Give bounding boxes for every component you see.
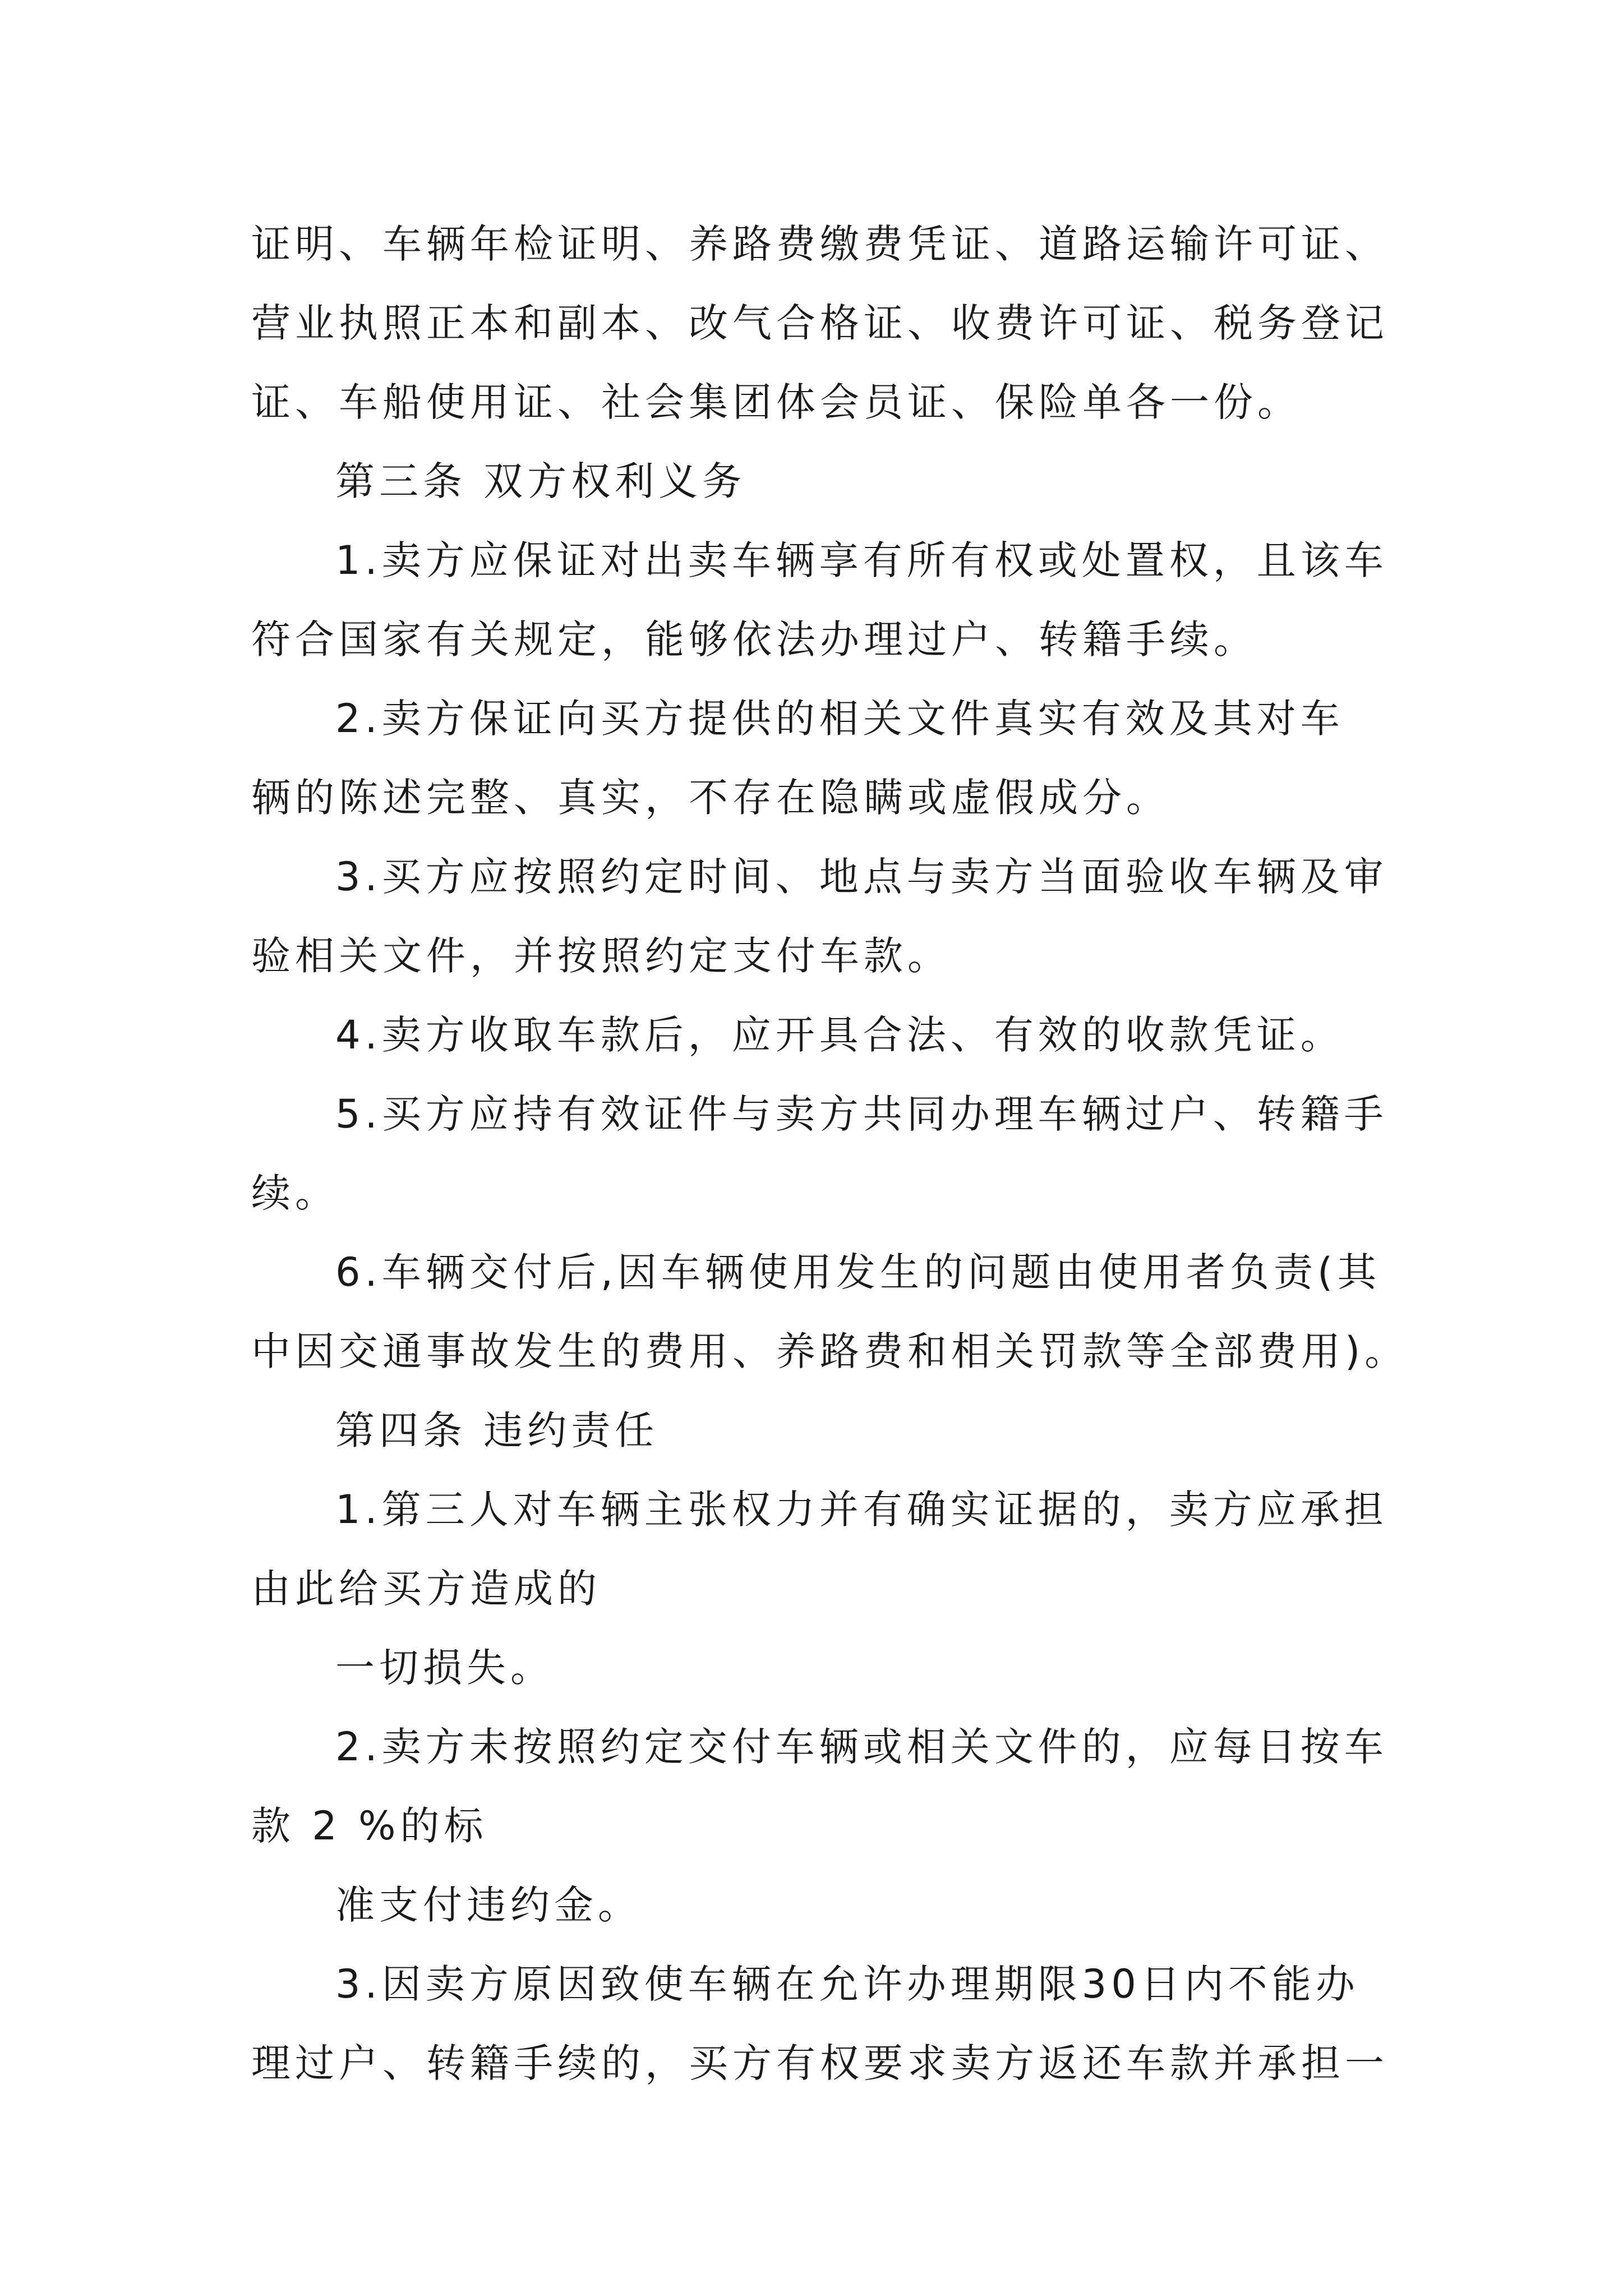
text-line: 3.因卖方原因致使车辆在允许办理期限30日内不能办: [335, 1961, 1359, 2007]
text-line: 2.卖方未按照约定交付车辆或相关文件的，应每日按车: [335, 1724, 1388, 1770]
text-line: 4.卖方收取车款后，应开具合法、有效的收款凭证。: [335, 1012, 1344, 1058]
text-line: 3.买方应按照约定时间、地点与卖方当面验收车辆及审: [335, 854, 1388, 900]
text-line: 验相关文件，并按照约定支付车款。: [251, 933, 951, 979]
text-line: 准支付违约金。: [335, 1882, 642, 1928]
text-line: 中因交通事故发生的费用、养路费和相关罚款等全部费用)。: [251, 1328, 1409, 1374]
text-line: 理过户、转籍手续的，买方有权要求卖方返还车款并承担一: [251, 2040, 1389, 2086]
section-heading: 第三条 双方权利义务: [335, 458, 746, 504]
text-line: 续。: [251, 1170, 339, 1216]
text-line: 1.卖方应保证对出卖车辆享有所有权或处置权，且该车: [335, 537, 1388, 583]
text-line: 由此给买方造成的: [251, 1566, 601, 1612]
text-line: 一切损失。: [335, 1645, 554, 1691]
text-line: 证、车船使用证、社会集团体会员证、保险单各一份。: [251, 379, 1301, 425]
text-line: 辆的陈述完整、真实，不存在隐瞒或虚假成分。: [251, 775, 1170, 821]
text-line: 证明、车辆年检证明、养路费缴费凭证、道路运输许可证、: [251, 221, 1389, 267]
text-line: 2.卖方保证向买方提供的相关文件真实有效及其对车: [335, 696, 1344, 742]
text-line: 款 2 %的标: [251, 1803, 488, 1849]
text-line: 5.买方应持有效证件与卖方共同办理车辆过户、转籍手: [335, 1091, 1388, 1137]
text-line: 6.车辆交付后,因车辆使用发生的问题由使用者负责(其: [335, 1249, 1381, 1295]
text-line: 1.第三人对车辆主张权力并有确实证据的，卖方应承担: [335, 1487, 1388, 1533]
text-line: 营业执照正本和副本、改气合格证、收费许可证、税务登记: [251, 300, 1389, 346]
section-heading: 第四条 违约责任: [335, 1407, 659, 1453]
text-line: 符合国家有关规定，能够依法办理过户、转籍手续。: [251, 616, 1257, 662]
